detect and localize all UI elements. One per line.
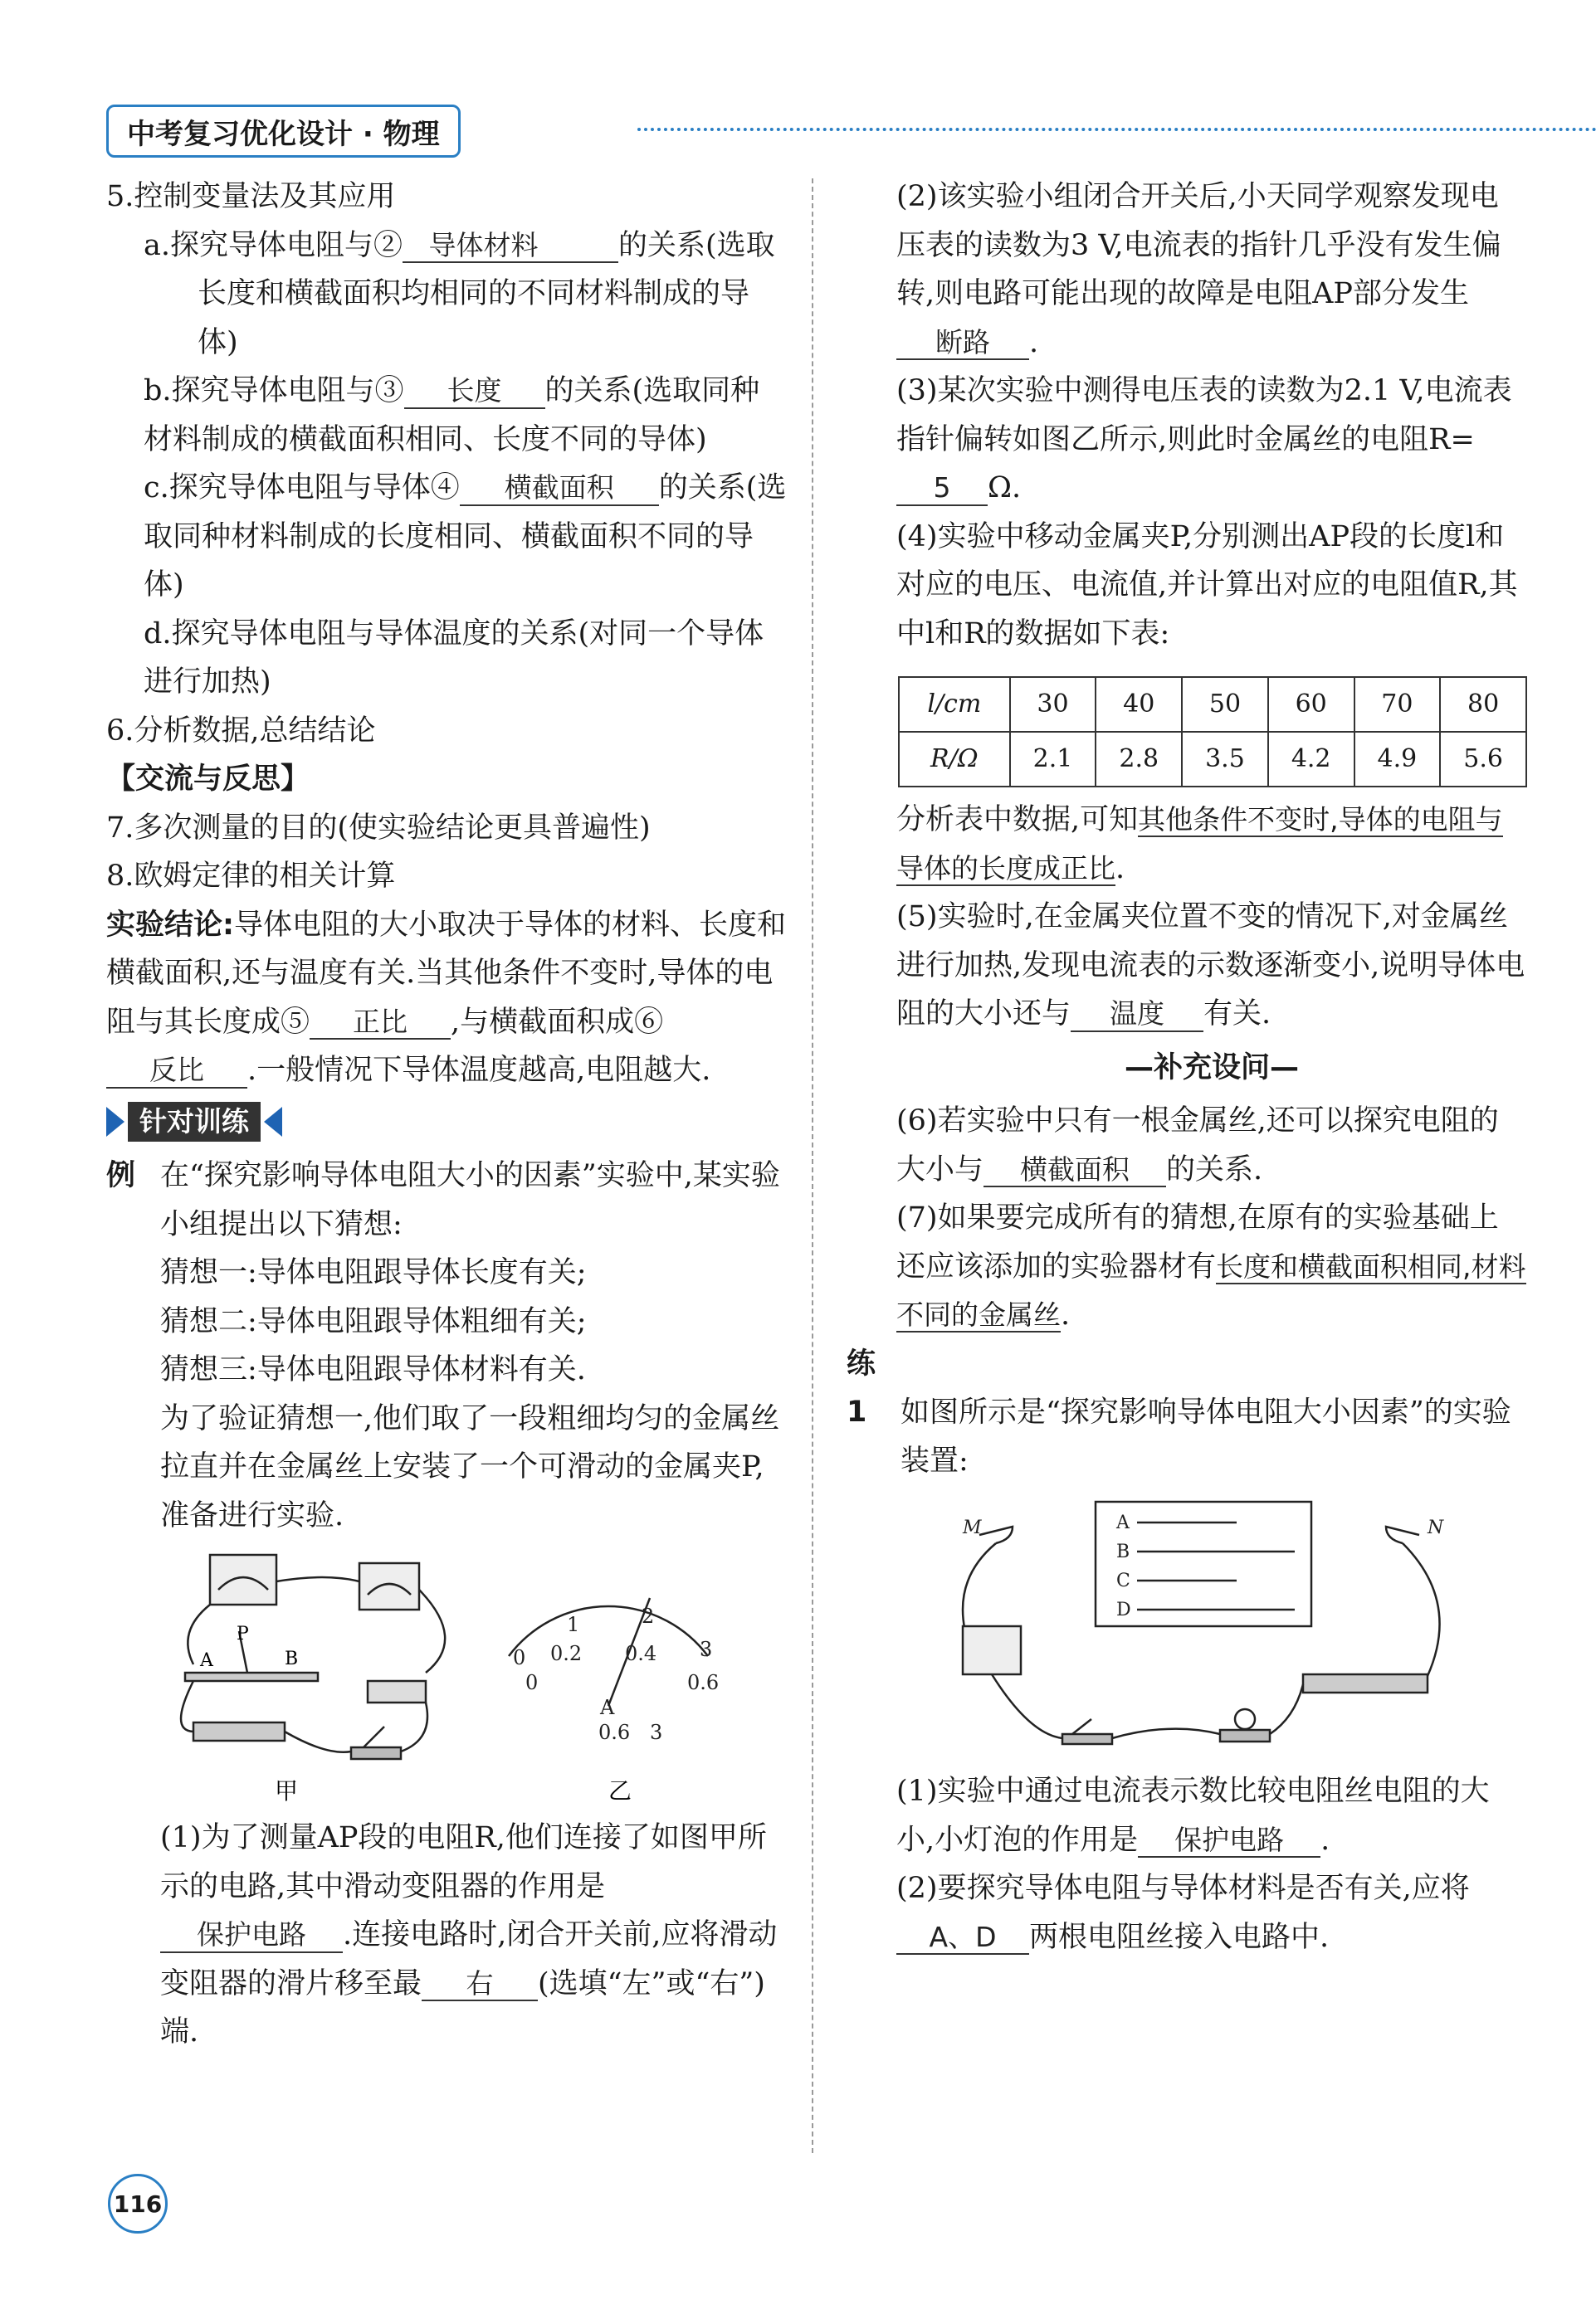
svg-text:1: 1	[567, 1613, 580, 1636]
circuit-diagram-jia	[160, 1540, 783, 1814]
svg-text:A: A	[1116, 1513, 1130, 1533]
answer-q1-end: 右	[422, 1967, 538, 2002]
example-setup: 为了验证猜想一,他们取了一段粗细均匀的金属丝拉直并在金属丝上安装了一个可滑动的金属夹P,准备进行实验.	[160, 1401, 780, 1532]
question-6: (6)若实验中只有一根金属丝,还可以探究电阻的大小与 横截面积 的关系.	[896, 1104, 1499, 1186]
answer-2: 导体材料	[403, 229, 618, 264]
answer-q3: 5	[896, 471, 988, 506]
question-5: (5)实验时,在金属夹位置不变的情况下,对金属丝进行加热,发现电流表的示数逐渐变小,说明导体电阻的大小还与 温度 有关.	[896, 900, 1525, 1030]
svg-text:B: B	[285, 1649, 299, 1669]
answer-6: 反比	[106, 1054, 247, 1089]
svg-text:M: M	[963, 1518, 982, 1538]
svg-text:P: P	[237, 1624, 249, 1644]
table-row: l/cm 30 40 50 60 70 80	[899, 677, 1526, 732]
svg-text:3: 3	[650, 1721, 663, 1744]
svg-text:A: A	[200, 1650, 213, 1671]
answer-q6: 横截面积	[983, 1153, 1166, 1188]
table-header-l: l/cm	[899, 677, 1010, 732]
guess-2: 猜想二:导体电阻跟导体粗细有关;	[160, 1304, 587, 1338]
svg-text:0.2: 0.2	[550, 1642, 583, 1665]
section-exchange: 【交流与反思】	[106, 762, 310, 796]
column-divider	[812, 178, 813, 2153]
question-2: (2)该实验小组闭合开关后,小天同学观察发现电压表的读数为3 V,电流表的指针几乎没有发生偏转,则电路可能出现的故障是电阻AP部分发生断路 .	[896, 180, 1501, 359]
page-number: 116	[108, 2174, 168, 2234]
arrow-left-icon	[264, 1107, 282, 1137]
svg-text:C: C	[1116, 1571, 1130, 1591]
table-header-r: R/Ω	[899, 732, 1010, 787]
answer-q4: 其他条件不变时,导体的电阻与导体的长度成正比	[896, 803, 1503, 884]
supplementary-heading: —补充设问—	[1124, 1050, 1299, 1084]
svg-text:0.6: 0.6	[687, 1671, 720, 1694]
figure-yi-label: 乙	[608, 1777, 632, 1805]
svg-text:N: N	[1428, 1518, 1444, 1538]
conclusion: 实验结论:导体电阻的大小取决于导体的材料、长度和横截面积,还与温度有关.当其他条件不变时,导体的电阻与其长度成⑤ 正比 ,与横截面积成⑥反比 .一般情况下导体温度越高,电阻越大.	[106, 908, 787, 1087]
answer-5: 正比	[310, 1006, 451, 1040]
item-5d: d.探究导体电阻与导体温度的关系(对同一个导体进行加热)	[144, 616, 764, 699]
training-banner: 针对训练	[106, 1102, 282, 1142]
item-5a: a.探究导体电阻与② 导体材料 的关系(选取长度和横截面积均相同的不同材料制成的导体)	[144, 228, 775, 359]
question-4: (4)实验中移动金属夹P,分别测出AP段的长度l和对应的电压、电流值,并计算出对应的电阻值R,其中l和R的数据如下表:	[896, 519, 1518, 650]
answer-q7: 长度和横截面积相同,材料不同的金属丝	[896, 1250, 1526, 1331]
arrow-right-icon	[106, 1107, 124, 1137]
answer-4: 横截面积	[460, 471, 659, 506]
answer-q5: 温度	[1071, 997, 1203, 1032]
header-dotted-line	[637, 128, 1596, 131]
svg-text:3: 3	[700, 1638, 713, 1661]
svg-text:A: A	[600, 1696, 615, 1719]
figure-jia-label: 甲	[275, 1777, 299, 1805]
item-6: 6.分析数据,总结结论	[106, 714, 376, 748]
answer-pq2: A、D	[896, 1921, 1029, 1956]
svg-text:2: 2	[642, 1605, 655, 1628]
item-8: 8.欧姆定律的相关计算	[106, 860, 396, 893]
svg-text:0.4: 0.4	[625, 1642, 657, 1665]
header-title: 中考复习优化设计 · 物理	[106, 105, 461, 158]
question-1: (1)为了测量AP段的电阻R,他们连接了如图甲所示的电路,其中滑动变阻器的作用是保护电路 .连接电路时,闭合开关前,应将滑动变阻器的滑片移至最 右 (选填“左”或“右”)端.	[160, 1821, 778, 2049]
practice-question-1: (1)实验中通过电流表示数比较电阻丝电阻的大小,小灯泡的作用是 保护电路 .	[896, 1775, 1490, 1857]
example-intro: 例 在“探究影响导体电阻大小的因素”实验中,某实验小组提出以下猜想:	[106, 1159, 780, 1241]
svg-text:D: D	[1116, 1600, 1131, 1620]
practice-1: 练 1 如图所示是“探究影响导体电阻大小因素”的实验装置:	[847, 1347, 1511, 1478]
answer-q1-role: 保护电路	[160, 1918, 343, 1953]
item-5c: c.探究导体电阻与导体④ 横截面积 的关系(选取同种材料制成的长度相同、横截面积不同的导体)	[144, 471, 787, 602]
table-row: R/Ω 2.1 2.8 3.5 4.2 4.9 5.6	[899, 732, 1526, 787]
svg-text:0: 0	[525, 1671, 539, 1694]
right-column	[847, 173, 1527, 1961]
practice-question-2: (2)要探究导体电阻与导体材料是否有关,应将A、D 两根电阻丝接入电路中.	[896, 1872, 1470, 1954]
question-7: (7)如果要完成所有的猜想,在原有的实验基础上还应该添加的实验器材有长度和横截面积相同,材料不同的金属丝.	[896, 1201, 1526, 1332]
question-3: (3)某次实验中测得电压表的读数为2.1 V,电流表指针偏转如图乙所示,则此时金属丝的电阻R=5 Ω.	[896, 374, 1512, 504]
data-table	[898, 676, 1527, 787]
left-column	[106, 173, 787, 2057]
answer-pq1: 保护电路	[1138, 1824, 1320, 1859]
item-5: 5.控制变量法及其应用	[106, 180, 396, 213]
svg-text:0.6: 0.6	[598, 1721, 631, 1744]
figure-practice	[896, 1485, 1527, 1767]
guess-1: 猜想一:导体电阻跟导体长度有关;	[160, 1256, 587, 1289]
answer-3: 长度	[404, 374, 545, 409]
guess-3: 猜想三:导体电阻跟导体材料有关.	[160, 1353, 586, 1386]
svg-text:B: B	[1116, 1542, 1130, 1562]
answer-q2: 断路	[896, 326, 1029, 361]
item-5b: b.探究导体电阻与③ 长度 的关系(选取同种材料制成的横截面积相同、长度不同的导体)	[144, 374, 760, 456]
figure-circuits	[160, 1540, 787, 1814]
resistance-apparatus-diagram	[896, 1485, 1527, 1767]
item-7: 7.多次测量的目的(使实验结论更具普遍性)	[106, 811, 651, 845]
question-4-analysis: 分析表中数据,可知其他条件不变时,导体的电阻与导体的长度成正比.	[896, 803, 1503, 885]
svg-text:0: 0	[513, 1646, 526, 1669]
